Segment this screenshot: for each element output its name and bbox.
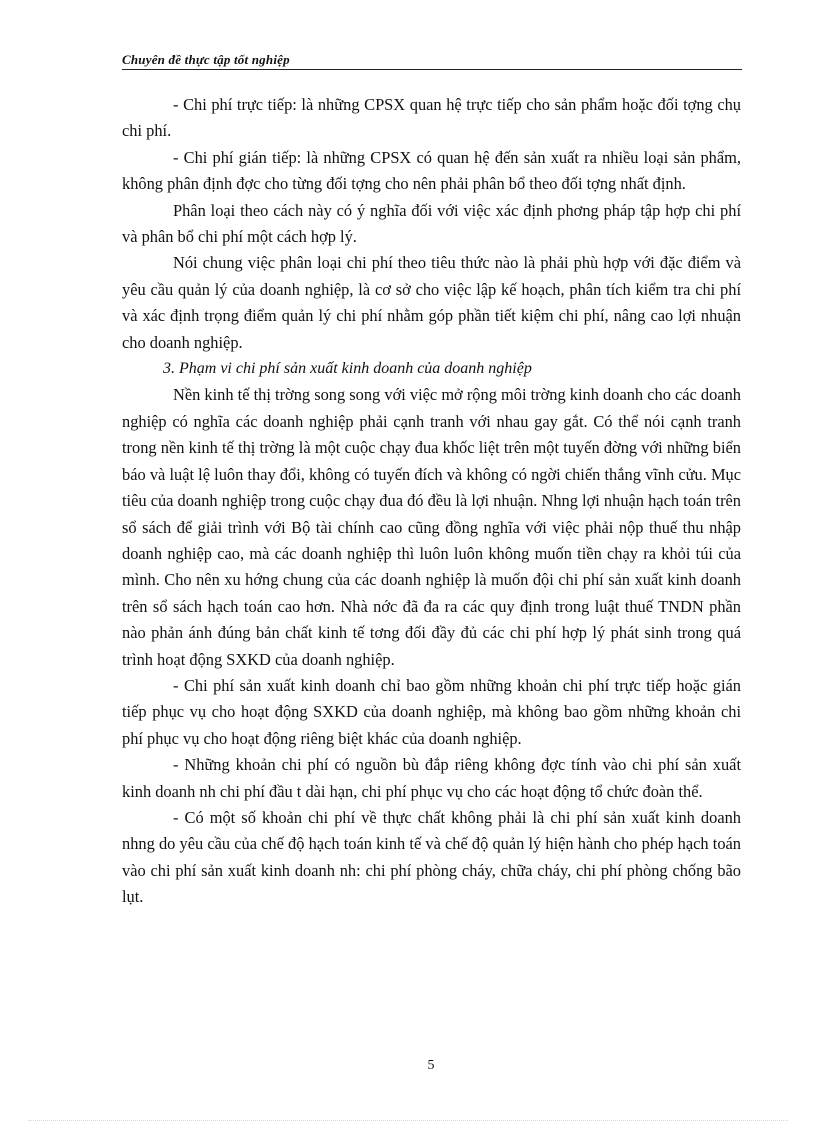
paragraph-market-economy: Nền kinh tế thị trờng song song với việc mở rộng môi trờng kinh doanh cho các doanh nghiệp có nghĩa các doanh nghiệp phải cạnh tranh với nhau gay gắt. Có thể nói cạnh tranh trong nền kinh tế thị trờng là một cuộc chạy đua khốc liệt trên một tuyến đờng với những biển báo và luật lệ luôn thay đổi, không có tuyến đích và không có ngời chiến thắng vĩnh cửu. Mục tiêu của doanh nghiệp trong cuộc chạy đua đó đều là lợi nhuận. Nhng lợi nhuận hạch toán trên sổ sách để giải trình với Bộ tài chính cao cũng đồng nghĩa với việc phải nộp thuế thu nhập doanh nghiệp cao, mà các doanh nghiệp thì luôn luôn không muốn tiền chạy ra khỏi túi của mình. Cho nên xu hớng chung của các doanh nghiệp là muốn đội chi phí sản xuất kinh doanh trên sổ sách hạch toán cao hơn. Nhà nớc đã đa ra các quy định trong luật thuế TNDN phần nào phản ánh đúng bản chất kinh tế tơng đối đầy đủ các chi phí hợp lý phát sinh trong quá trình hoạt động SXKD của doanh nghiệp. — [122, 385, 741, 669]
paragraph-scope-included: - Chi phí sản xuất kinh doanh chỉ bao gồm những khoản chi phí trực tiếp hoặc gián tiếp phục vụ cho hoạt động SXKD của doanh nghiệp, mà không bao gồm những khoản chi phí phục vụ cho hoạt động riêng biệt khác của doanh nghiệp. — [122, 675, 741, 748]
page-header — [122, 47, 742, 70]
paragraph-classification-meaning: Phân loại theo cách này có ý nghĩa đối với việc xác định phơng pháp tập hợp chi phí và phân bổ chi phí một cách hợp lý. — [122, 200, 741, 247]
section-heading: 3. Phạm vi chi phí sản xuất kinh doanh của doanh nghiệp — [163, 360, 532, 378]
page-bottom-divider — [28, 1120, 788, 1121]
document-body — [122, 92, 741, 911]
paragraph-scope-special: - Có một số khoản chi phí về thực chất không phải là chi phí sản xuất kinh doanh nhng do yêu cầu của chế độ hạch toán kinh tế và chế độ quản lý hiện hành cho phép hạch toán vào chi phí sản xuất kinh doanh nh: chi phí phòng cháy, chữa cháy, chi phí phòng chống bão lụt. — [122, 807, 741, 907]
header-title: Chuyên đề thực tập tốt nghiệp — [122, 52, 290, 67]
paragraph-classification-summary: Nói chung việc phân loại chi phí theo tiêu thức nào là phải phù hợp với đặc điểm và yêu cầu quản lý của doanh nghiệp, là cơ sở cho việc lập kế hoạch, phân tích kiểm tra chi phí và xác định trọng điểm quản lý chi phí nhằm góp phần tiết kiệm chi phí, nâng cao lợi nhuận cho doanh nghiệp. — [122, 253, 741, 352]
paragraph-indirect-costs: - Chi phí gián tiếp: là những CPSX có quan hệ đến sản xuất ra nhiều loại sản phẩm, không phân định đợc cho từng đối tợng cho nên phải phân bổ theo đối tợng nhất định. — [122, 147, 741, 194]
paragraph-scope-excluded: - Những khoản chi phí có nguồn bù đắp riêng không đợc tính vào chi phí sản xuất kinh doanh nh chi phí đầu t dài hạn, chi phí phục vụ cho các hoạt động tổ chức đoàn thể. — [122, 755, 741, 801]
paragraph-direct-costs: - Chi phí trực tiếp: là những CPSX quan hệ trực tiếp cho sản phẩm hoặc đối tợng chụ chi phí. — [122, 95, 741, 141]
page-number: 5 — [427, 1058, 435, 1073]
